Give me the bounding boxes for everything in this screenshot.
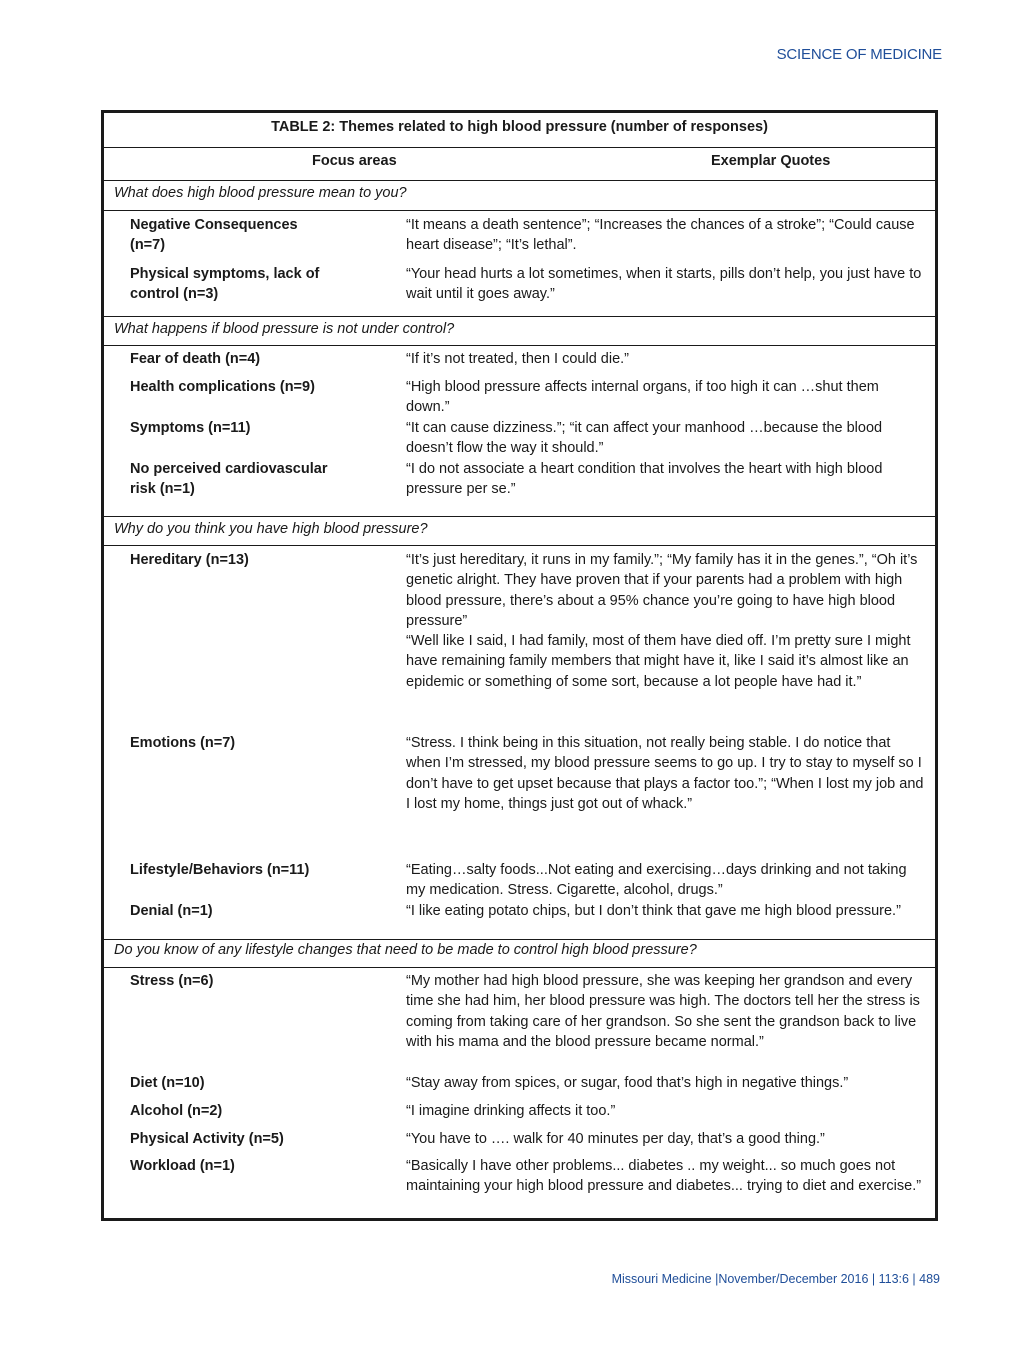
divider xyxy=(104,316,935,317)
focus-area: Health complications (n=9) xyxy=(130,379,315,395)
exemplar-quote: “Stress. I think being in this situation, not really being stable. I do notice that when I’m stressed, my blood pressure seems to go up. I try to stay to myself so I don’t have to get upset because that plays a factor too.”; “When I lost my job and I lost my home, things just got out of whack.” xyxy=(406,735,924,812)
exemplar-quote: “Stay away from spices, or sugar, food that’s high in negative things.” xyxy=(406,1075,849,1091)
exemplar-quote: “I do not associate a heart condition that involves the heart with high blood pressure per se.” xyxy=(406,461,883,498)
focus-area: Hereditary (n=13) xyxy=(130,552,249,568)
section-heading: Why do you think you have high blood pressure? xyxy=(114,521,428,537)
focus-area: Emotions (n=7) xyxy=(130,735,236,751)
focus-area: Lifestyle/Behaviors (n=11) xyxy=(130,862,310,878)
exemplar-quote: “It’s just hereditary, it runs in my family.”; “My family has it in the genes.”, “Oh it’s genetic alright. They have proven that if your parents had a problem with high blood pressure, there’s about a 95% chance you’re going to have high blood pressure” xyxy=(406,552,918,629)
focus-area: Fear of death (n=4) xyxy=(130,351,261,367)
section-heading: What happens if blood pressure is not under control? xyxy=(114,321,455,337)
divider xyxy=(104,545,935,546)
divider xyxy=(104,210,935,211)
exemplar-quote: “It means a death sentence”; “Increases the chances of a stroke”; “Could cause heart disease”; “It’s lethal”. xyxy=(406,217,915,254)
focus-area: Negative Consequences (n=7) xyxy=(130,217,298,253)
divider xyxy=(104,147,935,148)
exemplar-quote: “I like eating potato chips, but I don’t think that gave me high blood pressure.” xyxy=(406,903,901,919)
exemplar-quote: “You have to …. walk for 40 minutes per day, that’s a good thing.” xyxy=(406,1131,825,1147)
divider xyxy=(104,180,935,181)
divider xyxy=(104,516,935,517)
focus-area: Stress (n=6) xyxy=(130,973,214,989)
column-header-quotes: Exemplar Quotes xyxy=(711,153,831,169)
running-head: SCIENCE OF MEDICINE xyxy=(776,46,942,63)
exemplar-quote: “My mother had high blood pressure, she was keeping her grandson and every time she had him, her blood pressure was high. The doctors tell her the stress is coming from taking care of her grandson. So she sent the grandson back to live with his mama and the blood pressure became normal.” xyxy=(406,973,920,1050)
exemplar-quote: “I imagine drinking affects it too.” xyxy=(406,1103,616,1119)
divider xyxy=(104,967,935,968)
focus-area: Physical Activity (n=5) xyxy=(130,1131,284,1147)
focus-area: Denial (n=1) xyxy=(130,903,213,919)
divider xyxy=(104,939,935,940)
focus-area: No perceived cardiovascular risk (n=1) xyxy=(130,461,328,497)
table-title: TABLE 2: Themes related to high blood pressure (number of responses) xyxy=(271,119,768,135)
section-heading: Do you know of any lifestyle changes that need to be made to control high blood pressure? xyxy=(114,942,697,958)
column-header-focus: Focus areas xyxy=(312,153,397,169)
page-footer: Missouri Medicine |November/December 2016 | 113:6 | 489 xyxy=(611,1272,940,1286)
exemplar-quote: “Basically I have other problems... diabetes .. my weight... so much goes not maintaining your high blood pressure and diabetes... trying to diet and exercise.” xyxy=(406,1158,922,1195)
focus-area: Symptoms (n=11) xyxy=(130,420,251,436)
focus-area: Alcohol (n=2) xyxy=(130,1103,223,1119)
focus-area: Physical symptoms, lack of control (n=3) xyxy=(130,266,320,302)
focus-area: Workload (n=1) xyxy=(130,1158,235,1174)
exemplar-quote: “High blood pressure affects internal organs, if too high it can …shut them down.” xyxy=(406,379,879,416)
section-heading: What does high blood pressure mean to you? xyxy=(114,185,407,201)
exemplar-quote: “Eating…salty foods...Not eating and exercising…days drinking and not taking my medication. Stress. Cigarette, alcohol, drugs.” xyxy=(406,862,907,899)
exemplar-quote: “If it’s not treated, then I could die.” xyxy=(406,351,629,367)
focus-area: Diet (n=10) xyxy=(130,1075,205,1091)
exemplar-quote: “Your head hurts a lot sometimes, when it starts, pills don’t help, you just have to wait until it goes away.” xyxy=(406,266,922,303)
exemplar-quote: “It can cause dizziness.”; “it can affect your manhood …because the blood doesn’t flow the way it should.” xyxy=(406,420,883,457)
divider xyxy=(104,345,935,346)
exemplar-quote: “Well like I said, I had family, most of them have died off. I’m pretty sure I might have remaining family members that might have it, like I said it’s almost like an epidemic or something of some sort, because a lot people have had it.” xyxy=(406,633,911,690)
themes-table xyxy=(101,110,938,1221)
